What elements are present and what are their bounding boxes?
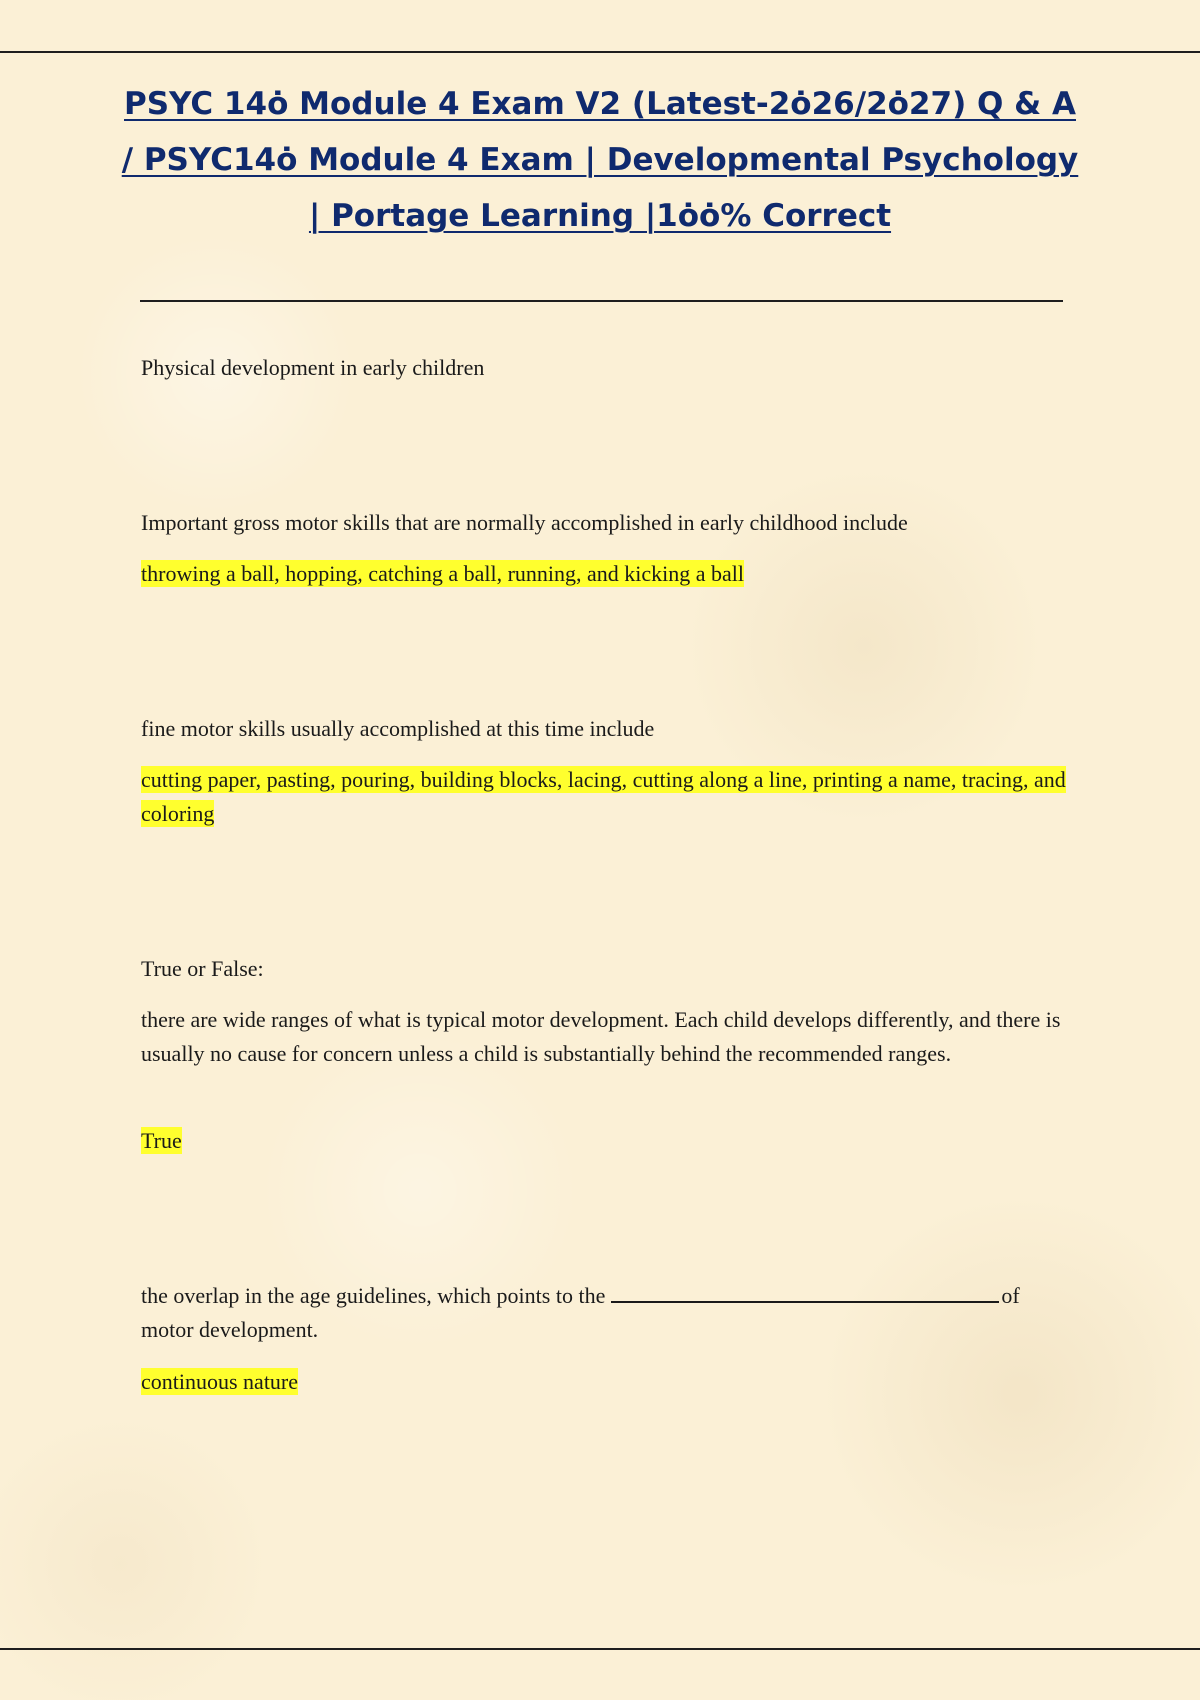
answer-1-highlight: throwing a ball, hopping, catching a ball, running, and kicking a ball: [141, 561, 745, 586]
question-4-before-blank: the overlap in the age guidelines, which points to the: [141, 1283, 606, 1308]
bottom-divider: [0, 1648, 1200, 1650]
document-title: [120, 76, 1080, 244]
answer-3: [141, 1124, 1071, 1158]
question-3-prompt: True or False:: [141, 956, 264, 981]
answer-4: [141, 1365, 1071, 1399]
answer-2-highlight: cutting paper, pasting, pouring, building blocks, lacing, cutting along a line, printing a name, tracing, and coloring: [141, 767, 1066, 826]
title-divider: [140, 300, 1063, 302]
fill-in-blank: [611, 1283, 999, 1303]
question-4-after-blank: of motor development.: [141, 1283, 1020, 1342]
top-divider: [0, 51, 1200, 53]
section-heading: Physical development in early children: [141, 355, 485, 380]
answer-4-highlight: continuous nature: [141, 1369, 299, 1394]
document-title-text: PSYC 14ȯ Module 4 Exam V2 (Latest-2ȯ26/2ȯ27) Q & A / PSYC14ȯ Module 4 Exam | Developmental Psychology | Portage Learning |1ȯȯ% Correct: [121, 86, 1079, 234]
answer-3-highlight: True: [141, 1128, 182, 1153]
answer-2: [141, 763, 1071, 831]
answer-1: [141, 557, 1071, 591]
question-2: fine motor skills usually accomplished at this time include: [141, 716, 655, 741]
question-3: there are wide ranges of what is typical motor development. Each child develops differently, and there is usually no cause for concern unless a child is substantially behind the recommended ranges.: [141, 1007, 1061, 1066]
question-1: Important gross motor skills that are normally accomplished in early childhood include: [141, 510, 908, 535]
question-4: [141, 1279, 1071, 1347]
